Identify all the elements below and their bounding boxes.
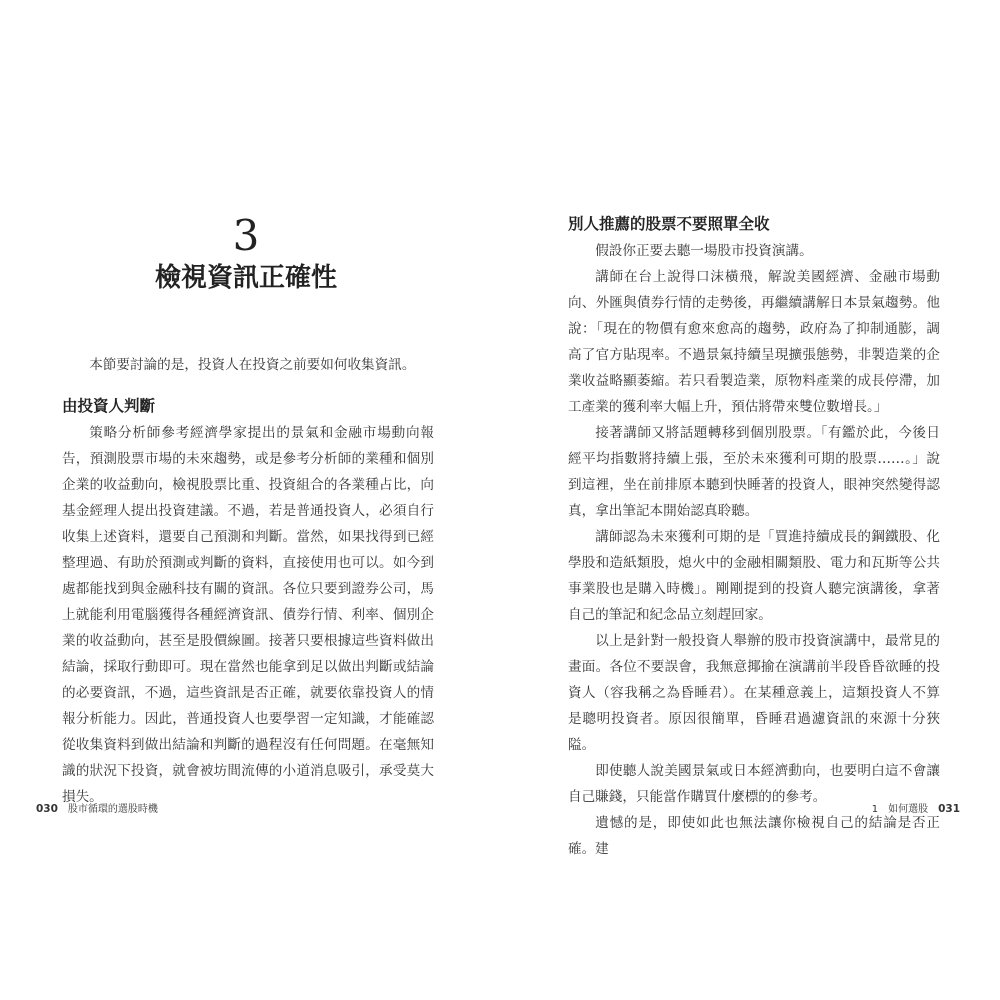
left-text-column (62, 352, 434, 810)
page-number: 031 (938, 803, 960, 815)
intro-paragraph: 本節要討論的是，投資人在投資之前要如何收集資訊。 (89, 357, 416, 373)
body-paragraph: 接著講師又將話題轉移到個別股票。「有鑑於此，今後日經平均指數將持續上張，至於未來獲利可期的股票……。」說到這裡，坐在前排原本聽到快睡著的投資人，眼神突然變得認真，拿出筆記本開始認真聆聽。 (568, 425, 940, 519)
page-number: 030 (36, 803, 58, 815)
left-footer (36, 802, 158, 817)
section-heading: 別人推薦的股票不要照單全收 (568, 215, 770, 233)
chapter-title: 檢視資訊正確性 (154, 263, 337, 293)
body-paragraph: 策略分析師參考經濟學家提出的景氣和金融市場動向報告，預測股票市場的未來趨勢，或是參考分析師的業種和個別企業的收益動向，檢視股票比重、投資組合的各業種占比，向基金經理人提出投資建議。不過，若是普通投資人，必須自行收集上述資料，還要自己預測和判斷。當然，如果找得到已經整理過、有助於預測或判斷的資料，直接使用也可以。如今到處都能找到與金融科技有關的資訊。各位只要到證券公司，馬上就能利用電腦獲得各種經濟資訊、債券行情、利率、個別企業的收益動向，甚至是股價線圖。接著只要根據這些資料做出結論，採取行動即可。現在當然也能拿到足以做出判斷或結論的必要資訊，不過，這些資訊是否正確，就要依靠投資人的情報分析能力。因此，普通投資人也要學習一定知識，才能確認從收集資料到做出結論和判斷的過程沒有任何問題。在毫無知識的狀況下投資，就會被坊間流傳的小道消息吸引，承受莫大損失。 (62, 425, 434, 805)
running-title: 股市循環的選股時機 (67, 804, 158, 815)
body-paragraph: 假設你正要去聽一場股市投資演講。 (595, 243, 813, 259)
chapter-number: 3 (232, 211, 260, 260)
right-footer (872, 802, 960, 817)
body-paragraph: 講師在台上說得口沫橫飛，解說美國經濟、金融市場動向、外匯與債券行情的走勢後，再繼續講解日本景氣趨勢。他說：「現在的物價有愈來愈高的趨勢，政府為了抑制通膨，調高了官方貼現率。不過景氣持續呈現擴張態勢，非製造業的企業收益略顯萎縮。若只看製造業，原物料產業的成長停滯，加工產業的獲利率大幅上升，預估將帶來雙位數增長。」 (568, 269, 940, 415)
running-chapter-title: 如何選股 (888, 804, 929, 815)
section-heading: 由投資人判斷 (62, 397, 156, 415)
body-paragraph: 即使聽人說美國景氣或日本經濟動向，也要明白這不會讓自己賺錢，只能當作購買什麼標的的參考。 (568, 763, 940, 805)
body-paragraph: 以上是針對一般投資人舉辦的股市投資演講中，最常見的畫面。各位不要誤會，我無意揶揄在演講前半段昏昏欲睡的投資人（容我稱之為昏睡君）。在某種意義上，這類投資人不算是聰明投資者。原因很簡單，昏睡君過濾資訊的來源十分狹隘。 (568, 633, 940, 753)
chapter-marker: 1 (871, 804, 879, 815)
body-paragraph: 講師認為未來獲利可期的是「買進持續成長的鋼鐵股、化學股和造紙類股，熄火中的金融相關類股、電力和瓦斯等公共事業股也是購入時機」。剛剛提到的投資人聽完演講後，拿著自己的筆記和紀念品立刻趕回家。 (568, 529, 940, 623)
body-paragraph: 遺憾的是，即使如此也無法讓你檢視自己的結論是否正確。建 (568, 815, 940, 857)
right-page (500, 0, 1000, 1000)
right-text-column (568, 210, 940, 862)
